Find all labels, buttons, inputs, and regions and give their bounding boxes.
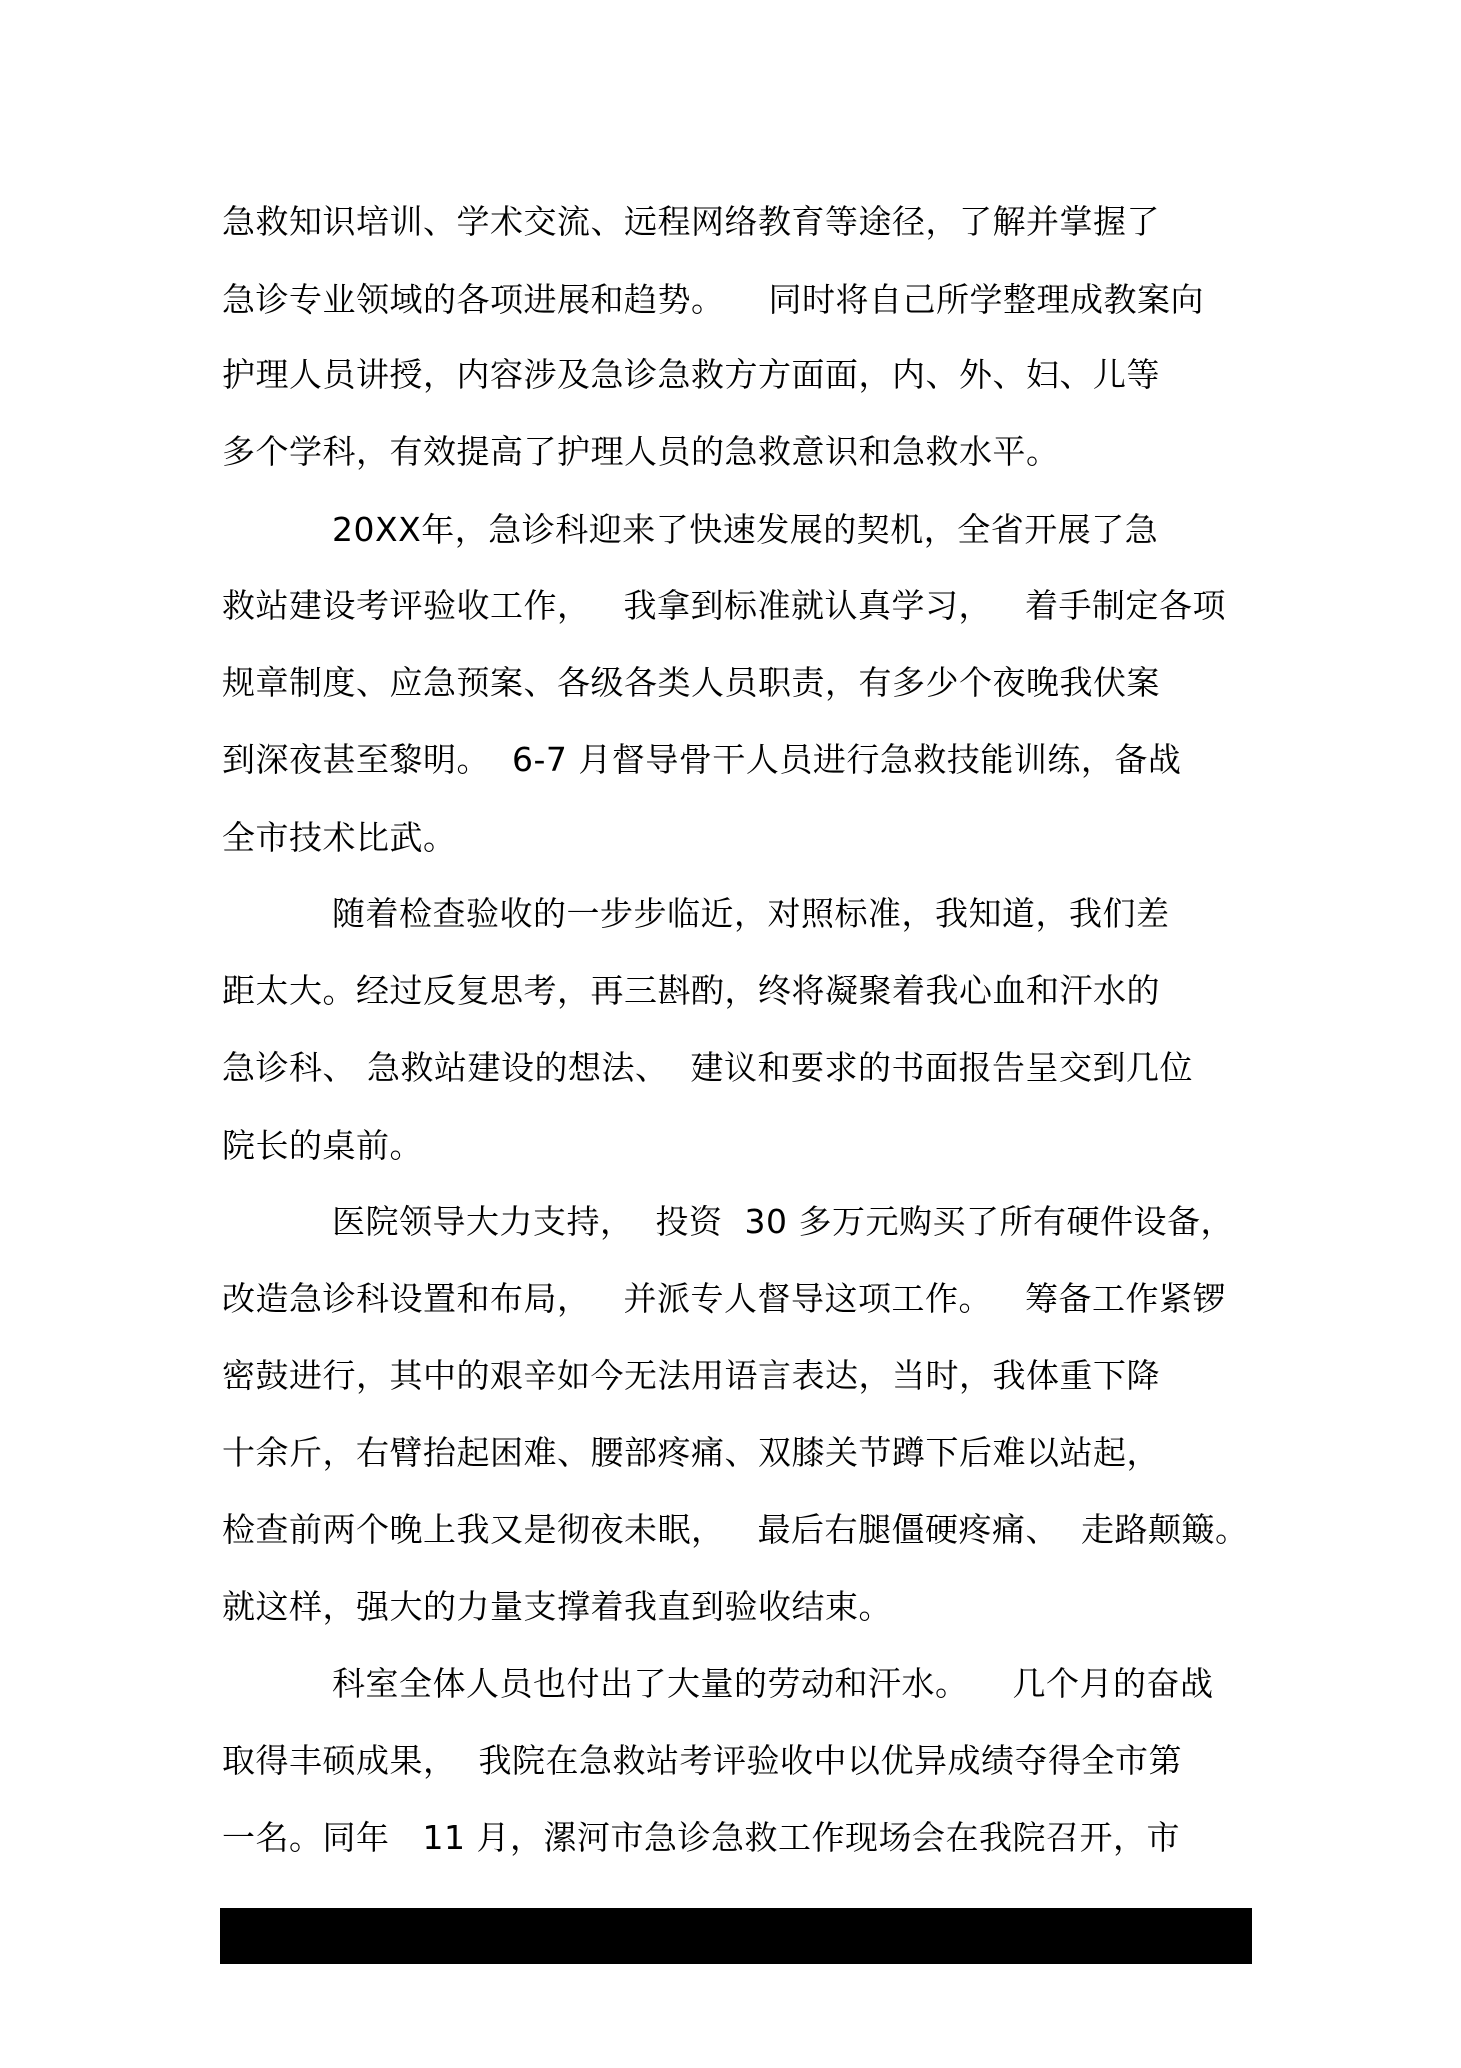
text-line: 一名。同年 11 月，漯河市急诊急救工作现场会在我院召开，市 bbox=[222, 1818, 1180, 1857]
text-line: 急诊科、 急救站建设的想法、 建议和要求的书面报告呈交到几位 bbox=[222, 1048, 1193, 1087]
text-line: 护理人员讲授，内容涉及急诊急救方方面面，内、外、妇、儿等 bbox=[222, 355, 1160, 394]
paragraph-first-line: 科室全体人员也付出了大量的劳动和汗水。 几个月的奋战 bbox=[332, 1664, 1214, 1703]
text-line: 多个学科，有效提高了护理人员的急救意识和急救水平。 bbox=[222, 432, 1060, 471]
text-line: 规章制度、应急预案、各级各类人员职责，有多少个夜晚我伏案 bbox=[222, 663, 1160, 702]
paragraph-first-line: 医院领导大力支持， 投资 30 多万元购买了所有硬件设备， bbox=[332, 1202, 1234, 1241]
paragraph-first-line: 随着检查验收的一步步临近，对照标准，我知道，我们差 bbox=[332, 894, 1170, 933]
text-line: 改造急诊科设置和布局， 并派专人督导这项工作。 筹备工作紧锣 bbox=[222, 1279, 1226, 1318]
text-line: 距太大。经过反复思考，再三斟酌，终将凝聚着我心血和汗水的 bbox=[222, 971, 1160, 1010]
text-line: 到深夜甚至黎明。 6-7 月督导骨干人员进行急救技能训练，备战 bbox=[222, 740, 1182, 779]
paragraph-first-line: 20XX年，急诊科迎来了快速发展的契机，全省开展了急 bbox=[332, 510, 1159, 549]
redaction-bar bbox=[220, 1908, 1252, 1964]
text-line: 急救知识培训、学术交流、远程网络教育等途径，了解并掌握了 bbox=[222, 202, 1160, 241]
text-line: 急诊专业领域的各项进展和趋势。 同时将自己所学整理成教案向 bbox=[222, 280, 1204, 319]
text-line: 救站建设考评验收工作， 我拿到标准就认真学习， 着手制定各项 bbox=[222, 586, 1226, 625]
text-line: 检查前两个晚上我又是彻夜未眠， 最后右腿僵硬疼痛、 走路颠簸。 bbox=[222, 1510, 1249, 1549]
text-line: 全市技术比武。 bbox=[222, 818, 457, 857]
text-line: 十余斤，右臂抬起困难、腰部疼痛、双膝关节蹲下后难以站起， bbox=[222, 1433, 1160, 1472]
text-line: 就这样，强大的力量支撑着我直到验收结束。 bbox=[222, 1587, 892, 1626]
text-line: 密鼓进行，其中的艰辛如今无法用语言表达，当时，我体重下降 bbox=[222, 1356, 1160, 1395]
text-line: 院长的桌前。 bbox=[222, 1126, 423, 1165]
text-line: 取得丰硕成果， 我院在急救站考评验收中以优异成绩夺得全市第 bbox=[222, 1741, 1182, 1780]
